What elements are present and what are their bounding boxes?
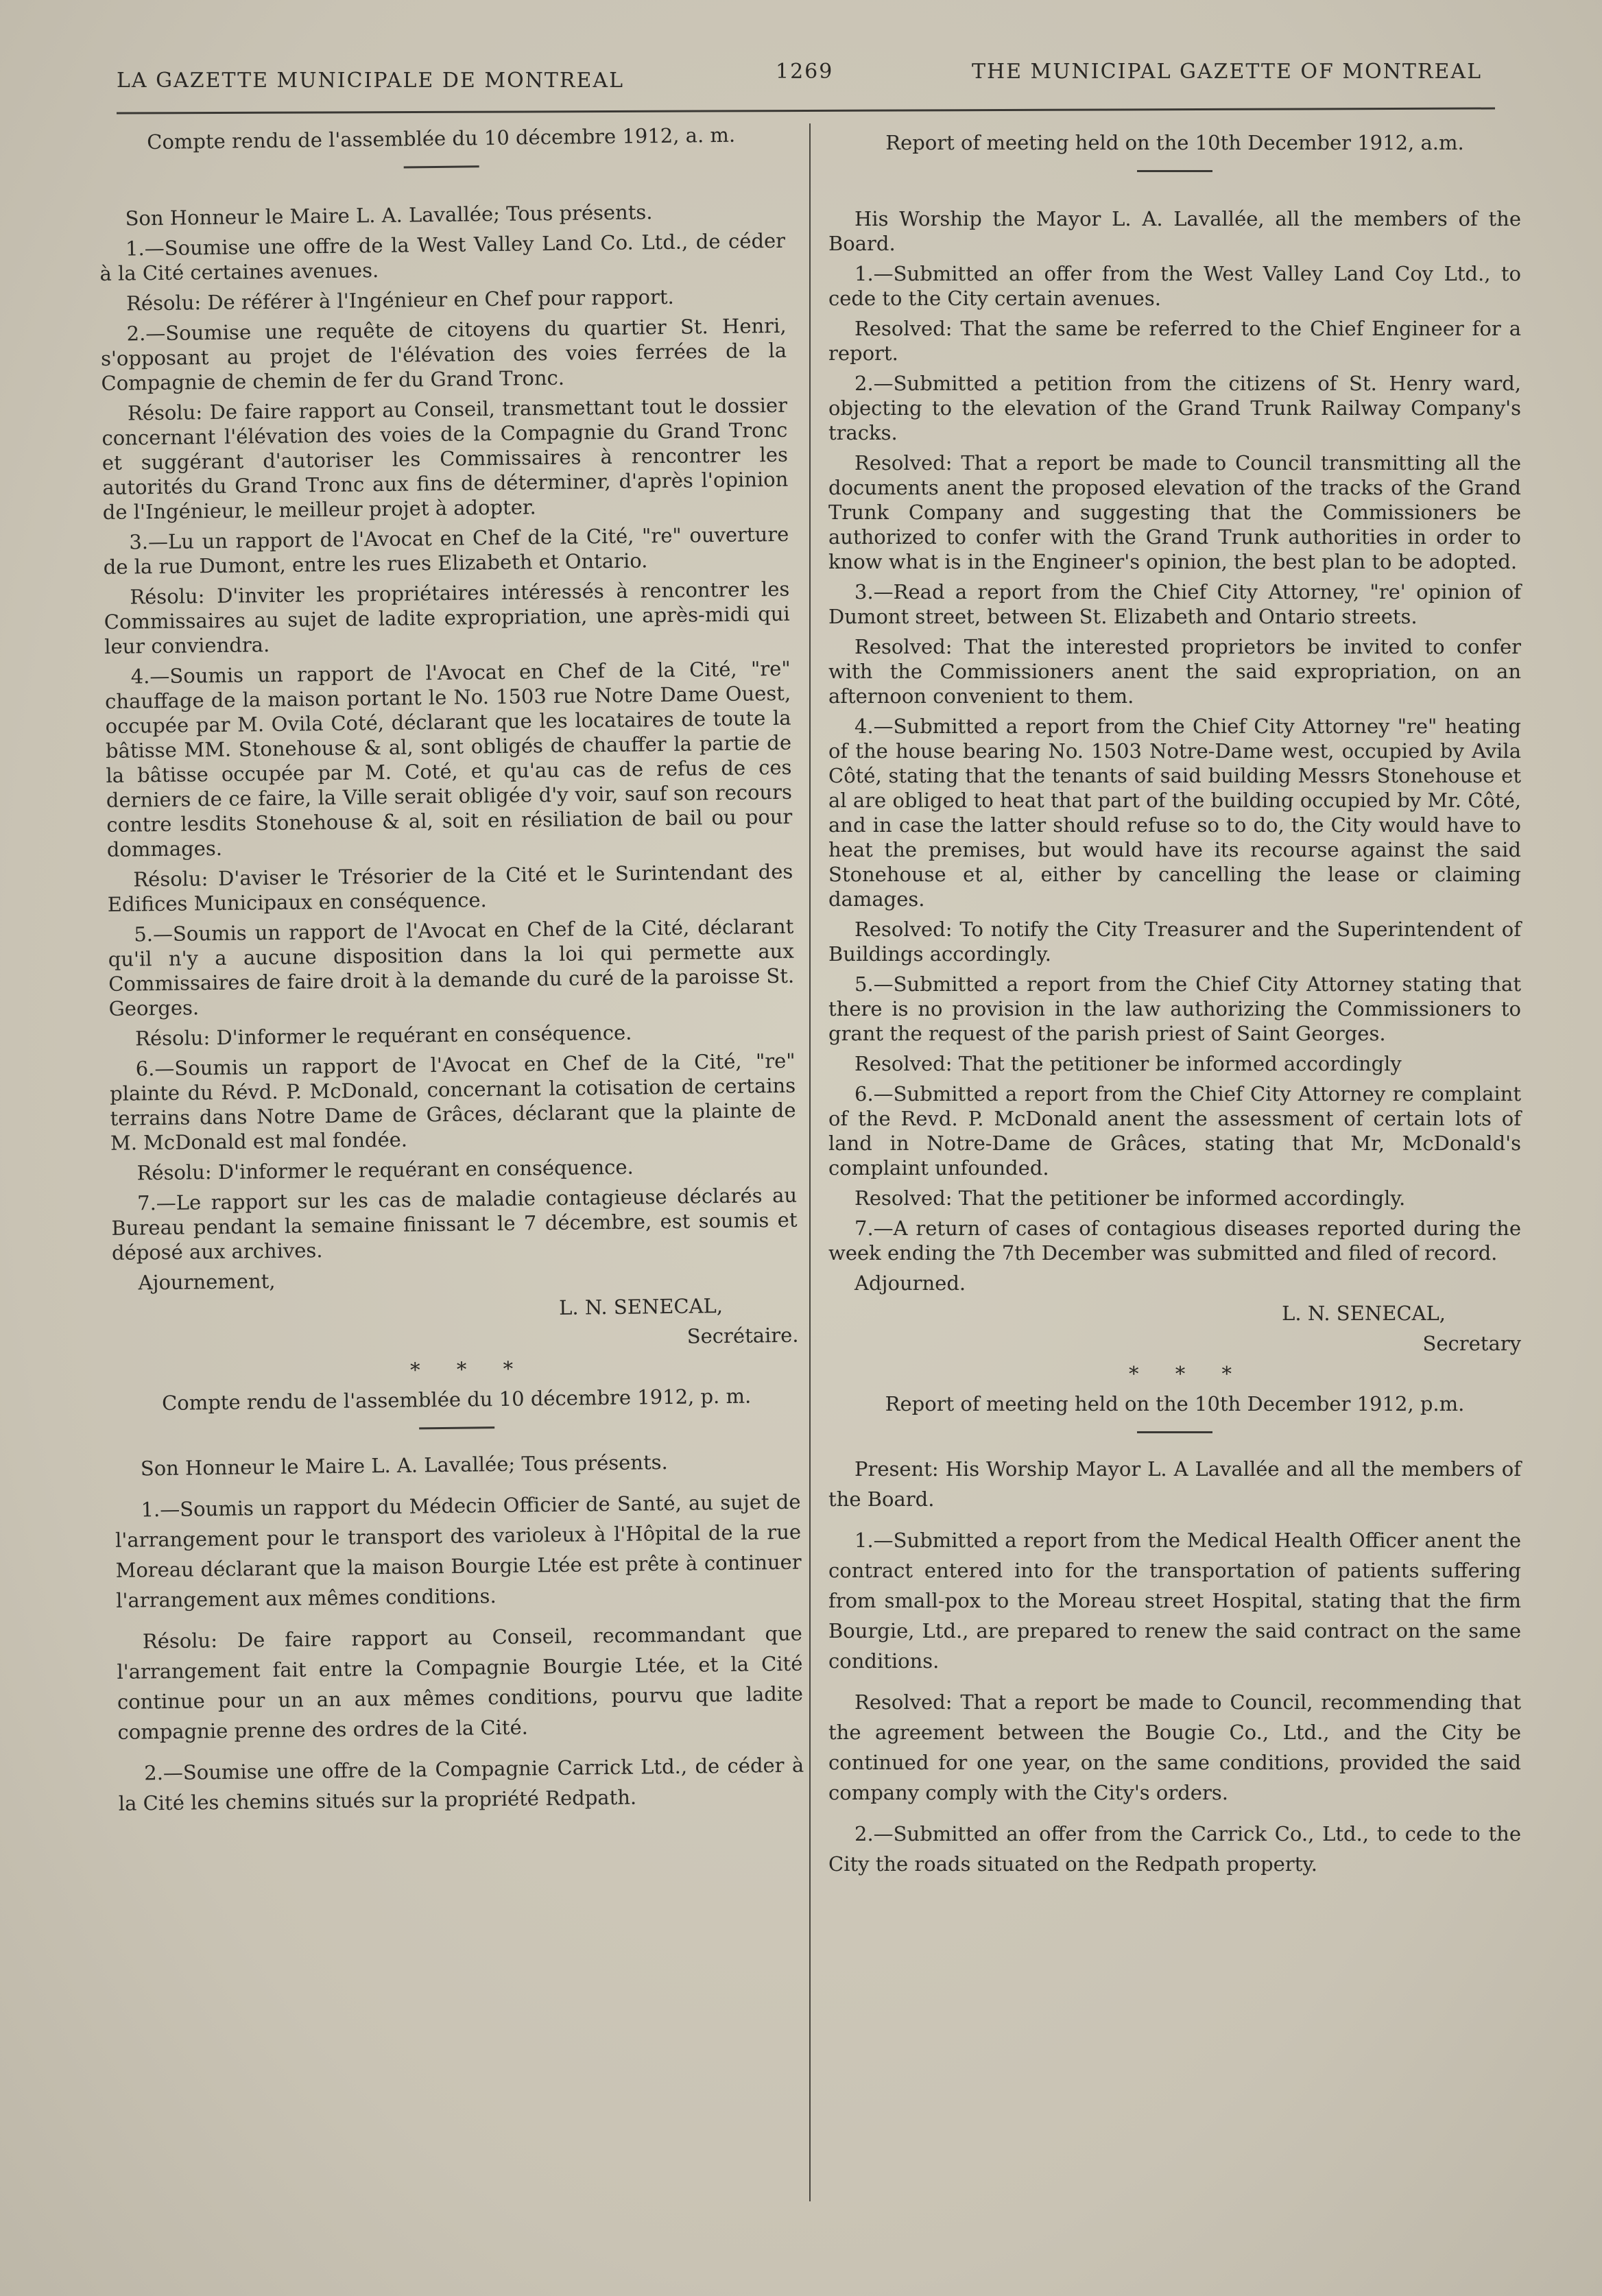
french-am-paragraph: Résolu: D'aviser le Trésorier de la Cité et le Surintendant des Edifices Municipaux en conséquence.	[107, 859, 793, 916]
page-header	[113, 56, 1489, 97]
french-pm-paragraph: Résolu: De faire rapport au Conseil, recommandant que l'arrangement fait entre la Compagnie Bourgie Ltée, et la Cité continue pour un an aux mêmes conditions, pourvu que ladite compagnie prenne des ordres de la Cité.	[117, 1621, 804, 1744]
french-pm-present: Son Honneur le Maire L. A. Lavallée; Tous présents.	[140, 1450, 668, 1481]
french-column	[98, 122, 804, 1830]
french-signature-title: Secrétaire.	[686, 1323, 799, 1348]
english-am-paragraph: 2.—Submitted a petition from the citizens of St. Henry ward, objecting to the elevation of the Grand Trunk Railway Company's tracks.	[828, 372, 1521, 444]
english-am-paragraph: 5.—Submitted a report from the Chief City Attorney stating that there is no provision in the law authorizing the Commissioners to grant the request of the parish priest of Saint Georges.	[828, 972, 1521, 1045]
french-pm-title: Compte rendu de l'assemblée du 10 décembre 1912, p. m.	[161, 1384, 752, 1415]
english-pm-paragraph: Resolved: That a report be made to Council, recommending that the agreement between the Bougie Co., Ltd., and the City be continued for one year, on the same conditions, provided the said company comply with the City's orders.	[828, 1690, 1521, 1804]
french-pm-paragraph: 2.—Soumise une offre de la Compagnie Carrick Ltd., de céder à la Cité les chemins situés sur la propriété Redpath.	[118, 1753, 804, 1815]
french-am-paragraph: Résolu: De référer à l'Ingénieur en Chef pour rapport.	[125, 285, 674, 315]
french-am-paragraph: Résolu: De faire rapport au Conseil, transmettant tout le dossier concernant l'élévation des voies de la Compagnie du Grand Tronc et suggérant d'autoriser les Commissaires à rencontrer les autorités du Grand Tronc aux fins de déterminer, d'après l'opinion de l'Ingénieur, le meilleur projet à adopter.	[101, 393, 789, 524]
english-am-paragraph: Resolved: That the petitioner be informed accordingly.	[854, 1186, 1406, 1210]
french-am-paragraph: Résolu: D'informer le requérant en conséquence.	[136, 1155, 634, 1185]
english-signature-name: L. N. SENECAL,	[1282, 1302, 1446, 1325]
english-am-paragraph: 1.—Submitted an offer from the West Valley Land Coy Ltd., to cede to the City certain avenues.	[828, 262, 1521, 310]
english-am-title: Report of meeting held on the 10th December 1912, a.m.	[885, 131, 1464, 154]
header-french-title: LA GAZETTE MUNICIPALE DE MONTREAL	[117, 69, 625, 93]
french-am-paragraph: 4.—Soumis un rapport de l'Avocat en Chef de la Cité, "re" chauffage de la maison portant le No. 1503 rue Notre Dame Ouest, occupée par M. Ovila Coté, déclarant que les locataires de toute la bâtisse MM. Stonehouse & al, sont obligés de chauffer la partie de la bâtisse occupée par M. Coté, et qu'au cas de refus de ces derniers de ce faire, la Ville serait obligée d'y voir, sauf son recours contre lesdits Stonehouse & al, soit en résiliation de bail ou pour dommages.	[104, 656, 793, 861]
english-am-paragraph: 6.—Submitted a report from the Chief City Attorney re complaint of the Revd. P. McDonald anent the assessment of certain lots of land in Notre-Dame de Grâces, stating that Mr, McDonald's complaint unfounded.	[828, 1082, 1521, 1180]
french-am-title: Compte rendu de l'assemblée du 10 décembre 1912, a. m.	[147, 123, 736, 154]
english-column	[828, 130, 1521, 1890]
english-pm-paragraph: 1.—Submitted a report from the Medical Health Officer anent the contract entered into for the transportation of patients suffering from small-pox to the Moreau street Hospital, stating that the firm Bourgie, Ltd., are prepared to renew the said contract on the same conditions.	[828, 1529, 1521, 1673]
english-am-present: His Worship the Mayor L. A. Lavallée, all the members of the Board.	[828, 207, 1521, 255]
english-am-paragraph: Resolved: That the petitioner be informed accordingly	[854, 1052, 1402, 1075]
english-am-paragraph: 4.—Submitted a report from the Chief City Attorney "re" heating of the house bearing No. 1503 Notre-Dame west, occupied by Avila Côté, stating that the tenants of said building Messrs Stonehouse et al are obliged to heat that part of the building occupied by Mr. Côté, and in case the latter should refuse so to do, the City would have to heat the premises, but would have its recourse against the said Stonehouse et al, either by cancelling the lease or claiming damages.	[828, 715, 1521, 911]
french-am-paragraph: 7.—Le rapport sur les cas de maladie contagieuse déclarés au Bureau pendant la semaine finissant le 7 décembre, est soumis et déposé aux archives.	[111, 1183, 798, 1265]
english-pm-paragraph: 2.—Submitted an offer from the Carrick Co., Ltd., to cede to the City the roads situated on the Redpath property.	[828, 1822, 1521, 1876]
english-am-paragraph: 7.—A return of cases of contagious diseases reported during the week ending the 7th December was submitted and filed of record.	[828, 1217, 1521, 1265]
short-rule	[1137, 1431, 1212, 1433]
header-english-title: THE MUNICIPAL GAZETTE OF MONTREAL	[971, 60, 1482, 84]
french-am-paragraph: Résolu: D'informer le requérant en conséquence.	[134, 1020, 632, 1051]
english-am-paragraph: Resolved: That the interested proprietors be invited to confer with the Commissioners anent the said expropriation, on an afternoon convenient to them.	[828, 635, 1521, 708]
french-am-paragraph: Ajournement,	[138, 1269, 276, 1295]
french-am-present: Son Honneur le Maire L. A. Lavallée; Tous présents.	[125, 200, 653, 230]
short-rule	[404, 165, 479, 168]
english-am-paragraph: 3.—Read a report from the Chief City Attorney, "re' opinion of Dumont street, between St. Elizabeth and Ontario streets.	[828, 580, 1521, 628]
english-pm-present: Present: His Worship Mayor L. A Lavallée and all the members of the Board.	[828, 1457, 1521, 1511]
english-signature-title: Secretary	[1422, 1332, 1521, 1355]
english-am-paragraph: Resolved: That the same be referred to the Chief Engineer for a report.	[828, 317, 1521, 365]
short-rule	[419, 1426, 494, 1429]
french-am-paragraph: 5.—Soumis un rapport de l'Avocat en Chef de la Cité, déclarant qu'il n'y a aucune disposition dans la loi qui permette aux Commissaires de faire droit à la demande du curé de la paroisse St. Georges.	[108, 914, 795, 1020]
french-signature-name: L. N. SENECAL,	[558, 1293, 724, 1319]
column-divider	[809, 123, 811, 2201]
page-number: 1269	[776, 60, 834, 84]
french-am-paragraph: Résolu: D'inviter les propriétaires intéressés à rencontrer les Commissaires au sujet de ladite expropriation, une après-midi qui leur conviendra.	[104, 577, 790, 658]
french-am-paragraph: 2.—Soumise une requête de citoyens du quartier St. Henri, s'opposant au projet de l'élévation des voies ferrées de la Compagnie de chemin de fer du Grand Tronc.	[100, 313, 787, 395]
english-am-paragraph: Adjourned.	[854, 1271, 966, 1295]
section-separator-stars: * * *	[409, 1356, 529, 1382]
french-pm-paragraph: 1.—Soumis un rapport du Médecin Officier de Santé, au sujet de l'arrangement pour le transport des varioleux à l'Hôpital de la rue Moreau déclarant que la maison Bourgie Ltée est prête à continuer l'arrangement aux mêmes conditions.	[115, 1490, 802, 1612]
english-am-paragraph: Resolved: To notify the City Treasurer and the Superintendent of Buildings accordingly.	[828, 918, 1521, 966]
english-am-paragraph: Resolved: That a report be made to Council transmitting all the documents anent the proposed elevation of the tracks of the Grand Trunk Company and suggesting that the Commissioners be authorized to confer with the Grand Trunk authorities in order to know what is in the Engineer's opinion, the best plan to be adopted.	[828, 451, 1521, 573]
header-rule	[117, 107, 1495, 114]
short-rule	[1137, 170, 1212, 172]
french-am-paragraph: 1.—Soumise une offre de la West Valley Land Co. Ltd., de céder à la Cité certaines avenues.	[99, 228, 786, 285]
french-am-paragraph: 6.—Soumis un rapport de l'Avocat en Chef de la Cité, "re" plainte du Révd. P. McDonald, concernant la cotisation de certains terrains dans Notre Dame de Grâces, déclarant que la plainte de M. McDonald est mal fondée.	[109, 1049, 796, 1155]
english-pm-title: Report of meeting held on the 10th December 1912, p.m.	[885, 1392, 1465, 1415]
section-separator-stars: * * *	[1129, 1362, 1247, 1385]
french-am-paragraph: 3.—Lu un rapport de l'Avocat en Chef de la Cité, "re" ouverture de la rue Dumont, entre les rues Elizabeth et Ontario.	[103, 522, 789, 579]
